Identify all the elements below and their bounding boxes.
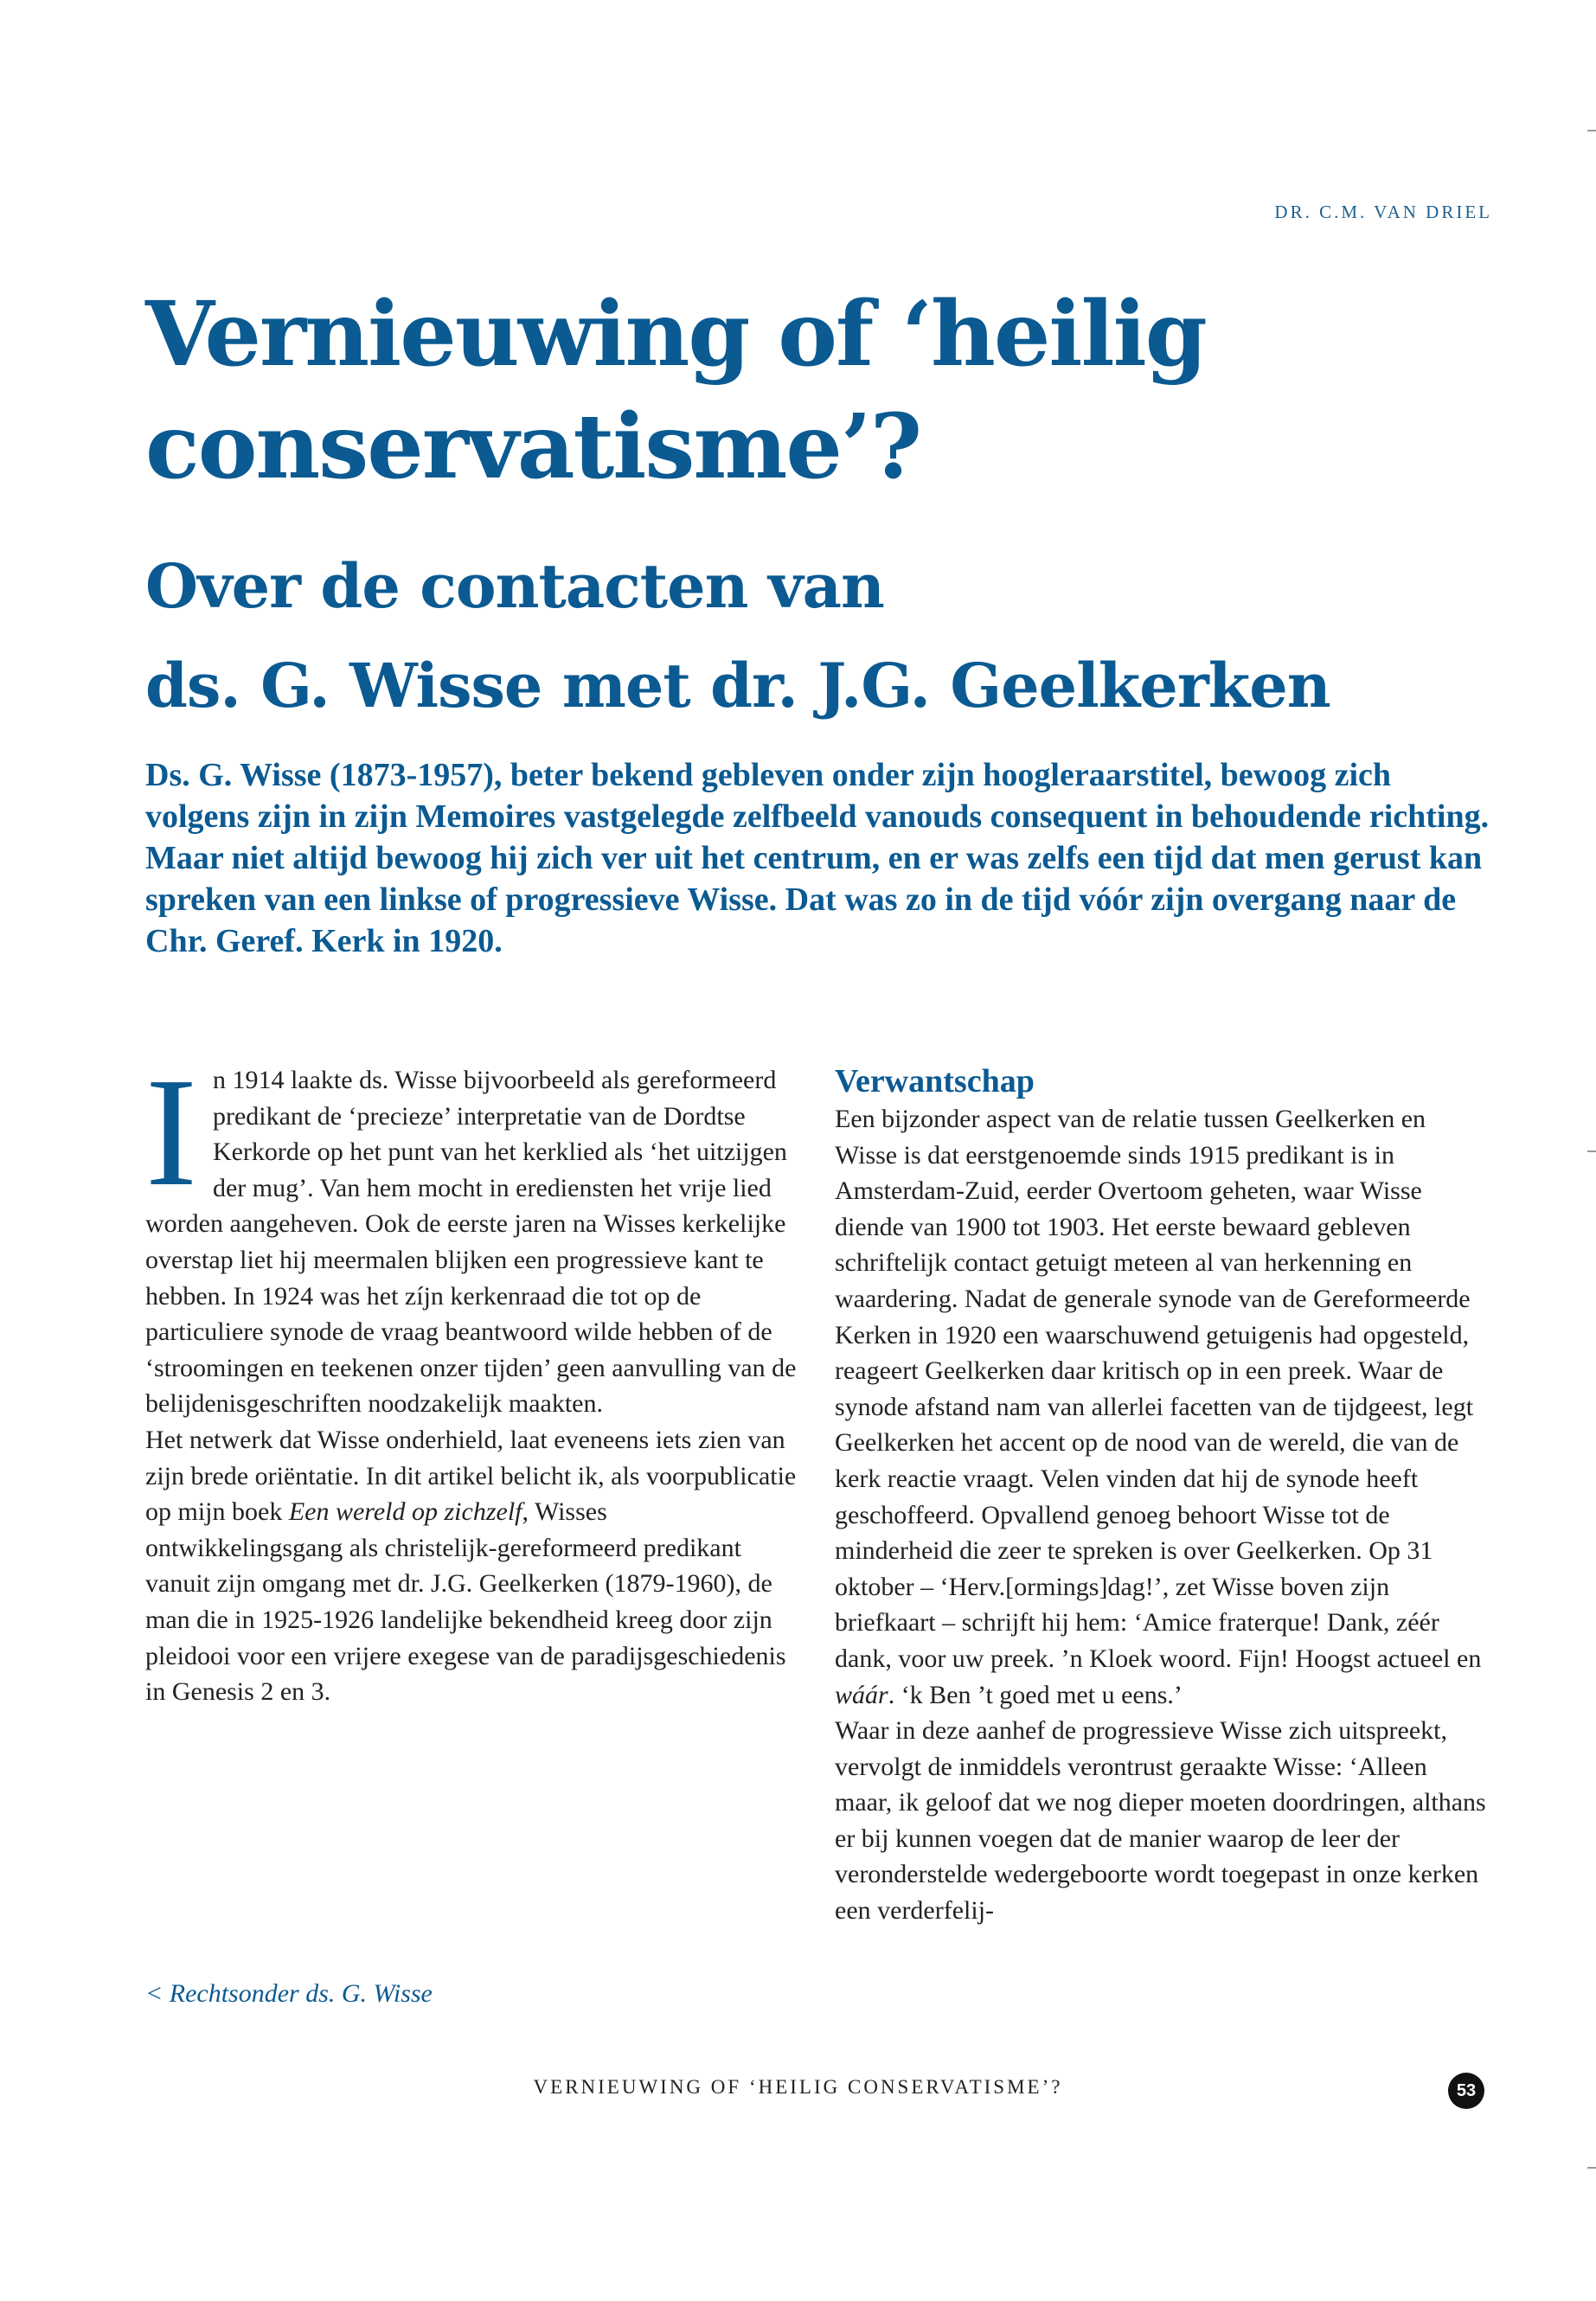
section-heading: Verwantschap <box>835 1063 1035 1099</box>
left-paragraph-1 <box>145 1046 798 1422</box>
article-title <box>145 279 1529 503</box>
left-paragraph-2 <box>145 1422 798 1710</box>
title-line-2: conservatisme’? <box>145 394 921 499</box>
article-subtitle <box>145 536 1529 735</box>
article-lede: Ds. G. Wisse (1873-1957), beter bekend gebleven onder zijn hoogleraarstitel, bewoog zich volgens zijn in zijn Memoires vastgelegde zelfbeeld vanouds consequent in behoudende richting. Maar niet altijd bewoog hij zich ver uit het centrum, en er was zelfs een tijd dat men gerust kan spreken van een linkse of progressieve Wisse. Dat was zo in de tijd vóór zijn overgang naar de Chr. Geref. Kerk in 1920. <box>145 757 1490 959</box>
crop-mark-middle <box>1587 1150 1596 1152</box>
book-title: Een wereld op zichzelf <box>288 1497 522 1527</box>
right-paragraph-1 <box>835 1101 1490 1713</box>
author-byline: DR. C.M. VAN DRIEL <box>1274 202 1492 222</box>
crop-mark-bottom <box>1587 2167 1596 2169</box>
title-line-1: Vernieuwing of ‘heilig <box>145 282 1206 387</box>
right-column <box>835 1062 1490 1929</box>
crop-mark-top <box>1587 130 1596 131</box>
right-paragraph-1-text-b: . ‘k Ben ’t goed met u eens.’ <box>888 1680 1183 1709</box>
right-paragraph-1-text-a: Een bijzonder aspect van de relatie tussen Geelkerken en Wisse is dat eerstgenoemde sinds 1915 predikant is in Amsterdam-Zuid, eerder Overtoom geheten, waar Wisse diende van 1900 tot 1903. Het eerste bewaard gebleven schriftelijk contact getuigt meteen al van herkenning en waardering. Nadat de generale synode van de Gereformeerde Kerken in 1920 een waarschuwend getuigenis had opgesteld, reageert Geelkerken daar kritisch op in een preek. Waar de synode afstand nam van allerlei facetten van de tijdgeest, legt Geelkerken het accent op de nood van de wereld, die van de kerk reactie vraagt. Velen vinden dat hij de synode heeft geschoffeerd. Opvallend genoeg behoort Wisse tot de minderheid die zeer te spreken is over Geelkerken. Op 31 oktober – ‘Herv.[ormings]dag!’, zet Wisse boven zijn briefkaart – schrijft hij hem: ‘Amice fraterque! Dank, zéér dank, voor uw preek. ’n Kloek woord. Fijn! Hoogst actueel en <box>835 1105 1482 1673</box>
left-paragraph-2-text-b: , Wisses ontwikkelingsgang als christelijk-gereformeerd predikant vanuit zijn omgang met dr. J.G. Geelkerken (1879-1960), de man die in 1925-1926 landelijke bekendheid kreeg door zijn pleidooi voor een vrijere exegese van de paradijsgeschiedenis in Genesis 2 en 3. <box>145 1497 786 1707</box>
running-footer: VERNIEUWING OF ‘HEILIG CONSERVATISME’? <box>533 2076 1063 2098</box>
subtitle-line-1: Over de contacten van <box>145 550 884 622</box>
left-paragraph-2-text-a: Het netwerk dat Wisse onderhield, laat eveneens iets zien van zijn brede oriëntatie. In dit artikel belicht ik, als voorpublicatie op mijn boek <box>145 1425 797 1527</box>
emphasis-waar: wáár <box>835 1680 888 1709</box>
subtitle-line-2: ds. G. Wisse met dr. J.G. Geelkerken <box>145 650 1330 721</box>
drop-cap: I <box>145 1046 197 1218</box>
page-number-badge: 53 <box>1448 2073 1484 2109</box>
left-paragraph-1-text: n 1914 laakte ds. Wisse bijvoorbeeld als gereformeerd predikant de ‘precieze’ interpretatie van de Dordtse Kerkorde op het punt van het kerklied als ‘het uitzijgen der mug’. Van hem mocht in erediensten het vrije lied worden aangeheven. Ook de eerste jaren na Wisses kerkelijke overstap liet hij meermalen blijken een progressieve kant te hebben. In 1924 was het zíjn kerkenraad die tot op de particuliere synode de vraag beantwoord wilde hebben of de ‘stroomingen en teekenen onzer tijden’ geen aanvulling van de belijdenisgeschriften noodzakelijk maakten. <box>145 1066 797 1419</box>
right-paragraph-2: Waar in deze aanhef de progressieve Wisse zich uitspreekt, vervolgt de inmiddels verontrust geraakte Wisse: ‘Alleen maar, ik geloof dat we nog dieper moeten doordringen, althans er bij kunnen voegen dat de manier waarop de leer der veronderstelde wedergeboorte wordt toegepast in onze kerken een verderfelij- <box>835 1716 1486 1926</box>
left-column <box>145 1046 798 1710</box>
photo-caption: < Rechtsonder ds. G. Wisse <box>145 1979 433 2008</box>
